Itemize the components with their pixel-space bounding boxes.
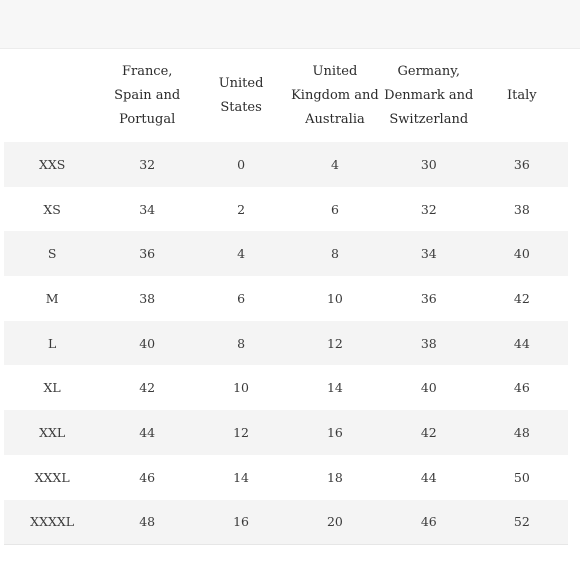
cell-italy: 36 — [476, 142, 568, 187]
table-row — [4, 500, 568, 545]
cell-france-spain-portugal: 40 — [100, 321, 194, 366]
cell-united-states: 4 — [194, 231, 288, 276]
cell-germany-denmark-switzerland: 32 — [382, 187, 476, 232]
size-label: XXS — [4, 142, 100, 187]
cell-united-states: 8 — [194, 321, 288, 366]
cell-uk-australia: 18 — [288, 455, 382, 500]
cell-italy: 50 — [476, 455, 568, 500]
cell-france-spain-portugal: 38 — [100, 276, 194, 321]
cell-germany-denmark-switzerland: 42 — [382, 410, 476, 455]
cell-united-states: 10 — [194, 365, 288, 410]
cell-italy: 52 — [476, 500, 568, 545]
cell-uk-australia: 12 — [288, 321, 382, 366]
cell-france-spain-portugal: 46 — [100, 455, 194, 500]
cell-germany-denmark-switzerland: 36 — [382, 276, 476, 321]
cell-uk-australia: 14 — [288, 365, 382, 410]
cell-france-spain-portugal: 44 — [100, 410, 194, 455]
cell-uk-australia: 4 — [288, 142, 382, 187]
size-label: XXL — [4, 410, 100, 455]
cell-germany-denmark-switzerland: 40 — [382, 365, 476, 410]
cell-germany-denmark-switzerland: 46 — [382, 500, 476, 545]
header-germany-denmark-switzerland: Germany, Denmark and Switzerland — [384, 63, 474, 127]
table-row — [4, 187, 568, 232]
cell-united-states: 2 — [194, 187, 288, 232]
size-label: XXXXL — [4, 500, 100, 545]
cell-france-spain-portugal: 36 — [100, 231, 194, 276]
cell-italy: 44 — [476, 321, 568, 366]
table-header-row — [4, 49, 568, 142]
table-row — [4, 410, 568, 455]
header-uk-australia: United Kingdom and Australia — [291, 63, 379, 127]
cell-uk-australia: 10 — [288, 276, 382, 321]
cell-france-spain-portugal: 48 — [100, 500, 194, 545]
table-row — [4, 365, 568, 410]
cell-united-states: 6 — [194, 276, 288, 321]
cell-uk-australia: 16 — [288, 410, 382, 455]
cell-uk-australia: 20 — [288, 500, 382, 545]
cell-italy: 46 — [476, 365, 568, 410]
size-label: S — [4, 231, 100, 276]
cell-germany-denmark-switzerland: 34 — [382, 231, 476, 276]
cell-france-spain-portugal: 34 — [100, 187, 194, 232]
cell-france-spain-portugal: 32 — [100, 142, 194, 187]
cell-italy: 38 — [476, 187, 568, 232]
size-conversion-table — [4, 49, 568, 545]
cell-united-states: 12 — [194, 410, 288, 455]
cell-germany-denmark-switzerland: 38 — [382, 321, 476, 366]
cell-united-states: 14 — [194, 455, 288, 500]
cell-italy: 40 — [476, 231, 568, 276]
cell-italy: 48 — [476, 410, 568, 455]
cell-germany-denmark-switzerland: 44 — [382, 455, 476, 500]
cell-uk-australia: 8 — [288, 231, 382, 276]
top-strip — [0, 0, 580, 49]
cell-germany-denmark-switzerland: 30 — [382, 142, 476, 187]
cell-italy: 42 — [476, 276, 568, 321]
table-row — [4, 142, 568, 187]
size-label: XS — [4, 187, 100, 232]
header-size — [4, 49, 100, 142]
cell-united-states: 0 — [194, 142, 288, 187]
cell-uk-australia: 6 — [288, 187, 382, 232]
header-france-spain-portugal: France, Spain and Portugal — [114, 63, 181, 127]
table-row — [4, 455, 568, 500]
size-label: L — [4, 321, 100, 366]
table-row — [4, 276, 568, 321]
header-united-states: United States — [218, 75, 264, 115]
cell-france-spain-portugal: 42 — [100, 365, 194, 410]
size-label: XXXL — [4, 455, 100, 500]
size-label: M — [4, 276, 100, 321]
table-row — [4, 321, 568, 366]
size-label: XL — [4, 365, 100, 410]
header-italy: Italy — [507, 87, 537, 103]
table-row — [4, 231, 568, 276]
cell-united-states: 16 — [194, 500, 288, 545]
